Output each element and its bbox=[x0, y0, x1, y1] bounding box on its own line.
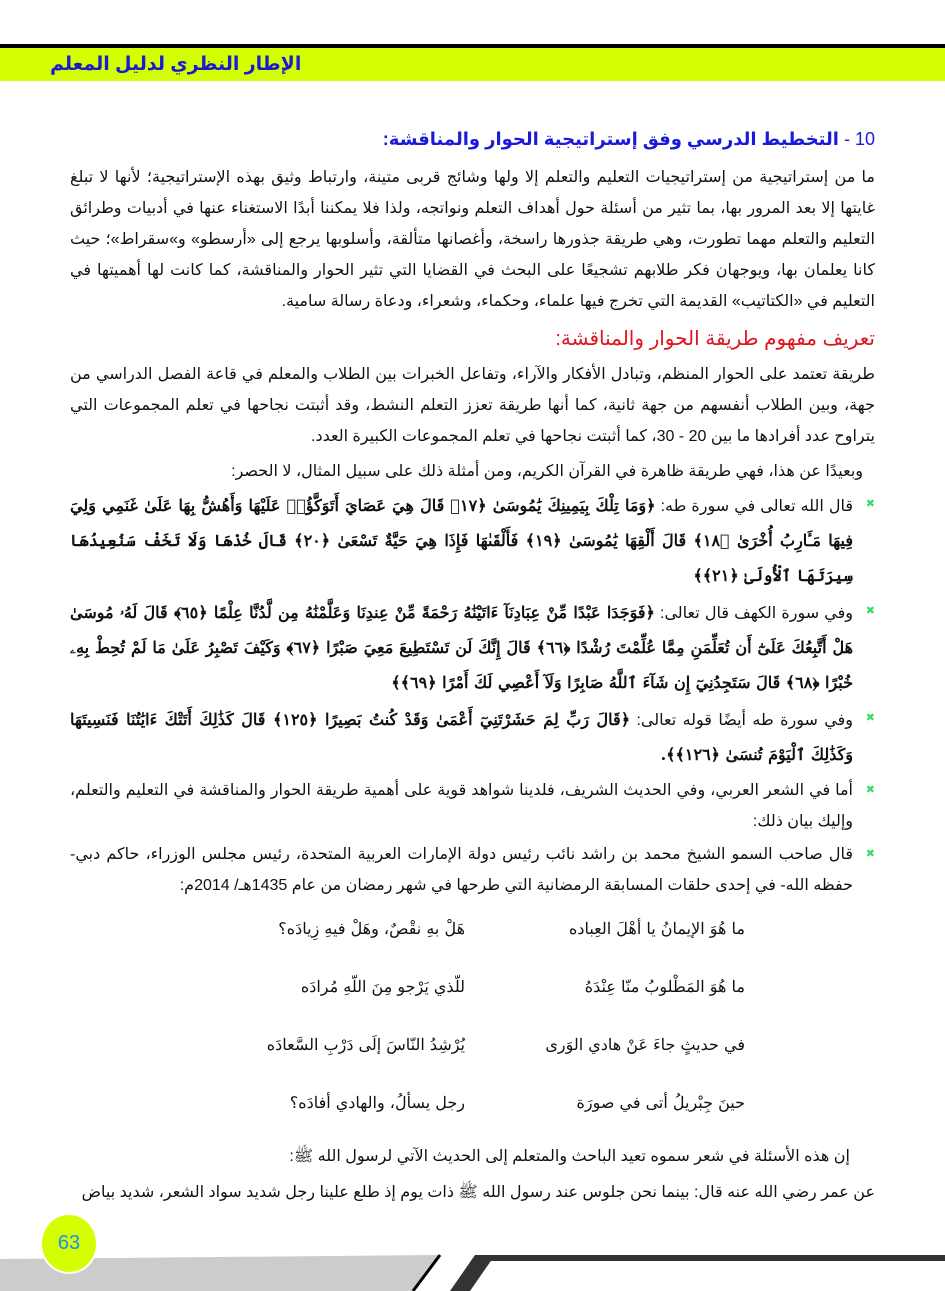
list-item bbox=[70, 596, 875, 701]
bullet-text: وفي سورة الكهف قال تعالى: bbox=[654, 605, 853, 622]
poem-hemistich-left: للّذي يَرْجو مِنَ اللّهِ مُرادَه bbox=[300, 977, 465, 996]
bullet-icon: ✖ bbox=[865, 848, 875, 860]
section-number: 10 - bbox=[843, 129, 875, 149]
section-title: التخطيط الدرسي وفق إستراتيجية الحوار والمناقشة: bbox=[382, 129, 839, 149]
quran-verse: ﴿قَالَ رَبِّ لِمَ حَشَرْتَنِيٓ أَعْمَىٰ وَقَدْ كُنتُ بَصِيرًا ﴿١٢٥﴾ قَالَ كَذَٰلِكَ أَتَتْكَ ءَايَٰتُنَا فَنَسِيتَهَا وَكَذَٰلِكَ ٱلْيَوْمَ تُنسَىٰ ﴿١٢٦﴾﴾. bbox=[70, 710, 853, 764]
footer-dark-slant bbox=[450, 1255, 495, 1291]
examples-intro: وبعيدًا عن هذا، فهي طريقة ظاهرة في القرآن الكريم، ومن أمثلة ذلك على سبيل المثال، لا الحصر: bbox=[231, 463, 863, 480]
poem-hemistich-right: حينَ جِبْريلُ أتى في صورَة bbox=[576, 1093, 745, 1112]
page-number-text: 63 bbox=[57, 1232, 81, 1254]
closing-line: عن عمر رضي الله عنه قال: بينما نحن جلوس عند رسول الله ﷺ ذات يوم إذ طلع علينا رجل شديد سواد الشعر، شديد بياض bbox=[81, 1184, 875, 1201]
list-item bbox=[70, 839, 875, 901]
bullet-icon: ✖ bbox=[865, 605, 875, 617]
bullet-text: وفي سورة طه أيضًا قوله تعالى: bbox=[630, 712, 853, 729]
list-item bbox=[70, 703, 875, 773]
poem-hemistich-left: رجل يسألُ، والهادي أفادَه؟ bbox=[289, 1093, 465, 1112]
bullet-text: قال الله تعالى في سورة طه: bbox=[655, 498, 854, 515]
poem bbox=[70, 915, 745, 1117]
poem-hemistich-right: ما هُوَ المَطْلوبُ منّا عِنْدَهُ bbox=[584, 977, 745, 996]
footer-decoration bbox=[0, 1251, 945, 1291]
section-paragraph: ما من إستراتيجية من إستراتيجيات التعليم والتعلم إلا ولها وشائج قربى متينة، وارتباط وثيق بهذه الإستراتيجية؛ لأنها لا تبلغ غايتها إلا بعد المرور بها، بما تثير من أسئلة حول أهداف التعلم ونواتجه، ولذا فلا يمكننا أبدًا الاستغناء عنها في أدبيات وطرائق التعليم والتعلم مهما تطورت، وهي طريقة جذورها راسخة، وأغصانها متألقة، وأسلوبها يرجع إلى «أرسطو» و»سقراط»؛ حيث كانا يعلمان بها، ويوجهان فكر طلابهم تشجيعًا على البحث في القضايا التي تثير الحوار والمناقشة، كما كانت لها أهميتها في التعليم في «الكتاتيب» القديمة التي تخرج فيها علماء، وحكماء، وشعراء، ودعاة رسالة سامية. bbox=[70, 169, 876, 310]
bullet-text: أما في الشعر العربي، وفي الحديث الشريف، فلدينا شواهد قوية على أهمية طريقة الحوار والمناقشة في التعليم والتعلم، وإليك بيان ذلك: bbox=[70, 782, 853, 830]
bullet-icon: ✖ bbox=[865, 712, 875, 724]
poem-hemistich-right: ما هُوَ الإيمانُ يا أهْلَ العِباده bbox=[568, 919, 745, 938]
bullet-icon: ✖ bbox=[865, 498, 875, 510]
poem-hemistich-left: هَلْ بهِ نقْصٌ، وهَلْ فيهِ زِيادَه؟ bbox=[278, 919, 465, 938]
page-number bbox=[42, 1215, 96, 1272]
quran-verse: ﴿وَمَا تِلْكَ بِيَمِينِكَ يَٰمُوسَىٰ ﴿١٧﴾ قَالَ هِيَ عَصَايَ أَتَوَكَّؤُا۟ عَلَيْهَا وَأَهُشُّ بِهَا عَلَىٰ غَنَمِي وَلِيَ فِيهَا مَـَٔارِبُ أُخْرَىٰ ﴿١٨﴾ قَالَ أَلْقِهَا يَٰمُوسَىٰ ﴿١٩﴾ فَأَلْقَىٰهَا فَإِذَا هِيَ حَيَّةٌ تَسْعَىٰ ﴿٢٠﴾ قَالَ خُذْهَا وَلَا تَخَفْ سَنُعِيدُهَا سِيرَتَهَا ٱلْأُولَىٰ ﴿٢١﴾﴾ bbox=[70, 496, 853, 585]
header-title: الإطار النظري لدليل المعلم bbox=[50, 54, 302, 75]
poem-hemistich-left: يُرْشِدُ النّاسَ إلَى دَرْبِ السَّعادَه bbox=[266, 1035, 465, 1054]
section-heading bbox=[70, 126, 875, 152]
footer bbox=[0, 1211, 945, 1291]
definition-heading: تعريف مفهوم طريقة الحوار والمناقشة: bbox=[555, 328, 875, 350]
bullet-icon: ✖ bbox=[865, 784, 875, 796]
list-item bbox=[70, 489, 875, 594]
footer-dark-rule bbox=[490, 1255, 945, 1261]
bullet-text: قال صاحب السمو الشيخ محمد بن راشد نائب رئيس دولة الإمارات العربية المتحدة، رئيس مجلس الوزراء، حاكم دبي- حفظه الله- في إحدى حلقات المسابقة الرمضانية التي طرحها في شهر رمضان من عام 1435هـ/ 2014م: bbox=[70, 846, 853, 894]
poem-hemistich-right: في حديثٍ جاءَ عَنْ هادي الوَرى bbox=[545, 1035, 745, 1054]
quran-verse: ﴿فَوَجَدَا عَبْدًا مِّنْ عِبَادِنَآ ءَاتَيْنَٰهُ رَحْمَةً مِّنْ عِندِنَا وَعَلَّمْنَٰهُ مِن لَّدُنَّا عِلْمًا ﴿٦٥﴾ قَالَ لَهُۥ مُوسَىٰ هَلْ أَتَّبِعُكَ عَلَىٰٓ أَن تُعَلِّمَنِ مِمَّا عُلِّمْتَ رُشْدًا ﴿٦٦﴾ قَالَ إِنَّكَ لَن تَسْتَطِيعَ مَعِيَ صَبْرًا ﴿٦٧﴾ وَكَيْفَ تَصْبِرُ عَلَىٰ مَا لَمْ تُحِطْ بِهِۦ خُبْرًا ﴿٦٨﴾ قَالَ سَتَجِدُنِيٓ إِن شَآءَ ٱللَّهُ صَابِرًا وَلَآ أَعْصِي لَكَ أَمْرًا ﴿٦٩﴾﴾ bbox=[70, 603, 854, 692]
list-item bbox=[70, 775, 875, 837]
definition-paragraph: طريقة تعتمد على الحوار المنظم، وتبادل الأفكار والآراء، وتفاعل الخبرات بين الطلاب والمعلم في قاعة الفصل الدراسي من جهة، وبين الطلاب أنفسهم من جهة ثانية، كما أنها طريقة تعزز التعلم النشط، وقد أثبتت نجاحها في تعلم المجموعات التي يتراوح عدد أفرادها ما بين 20 - 30، كما أثبتت نجاحها في تعلم المجموعات الكبيرة العدد. bbox=[70, 366, 875, 445]
closing-line: إن هذه الأسئلة في شعر سموه تعيد الباحث والمتعلم إلى الحديث الآتي لرسول الله ﷺ: bbox=[289, 1148, 850, 1165]
